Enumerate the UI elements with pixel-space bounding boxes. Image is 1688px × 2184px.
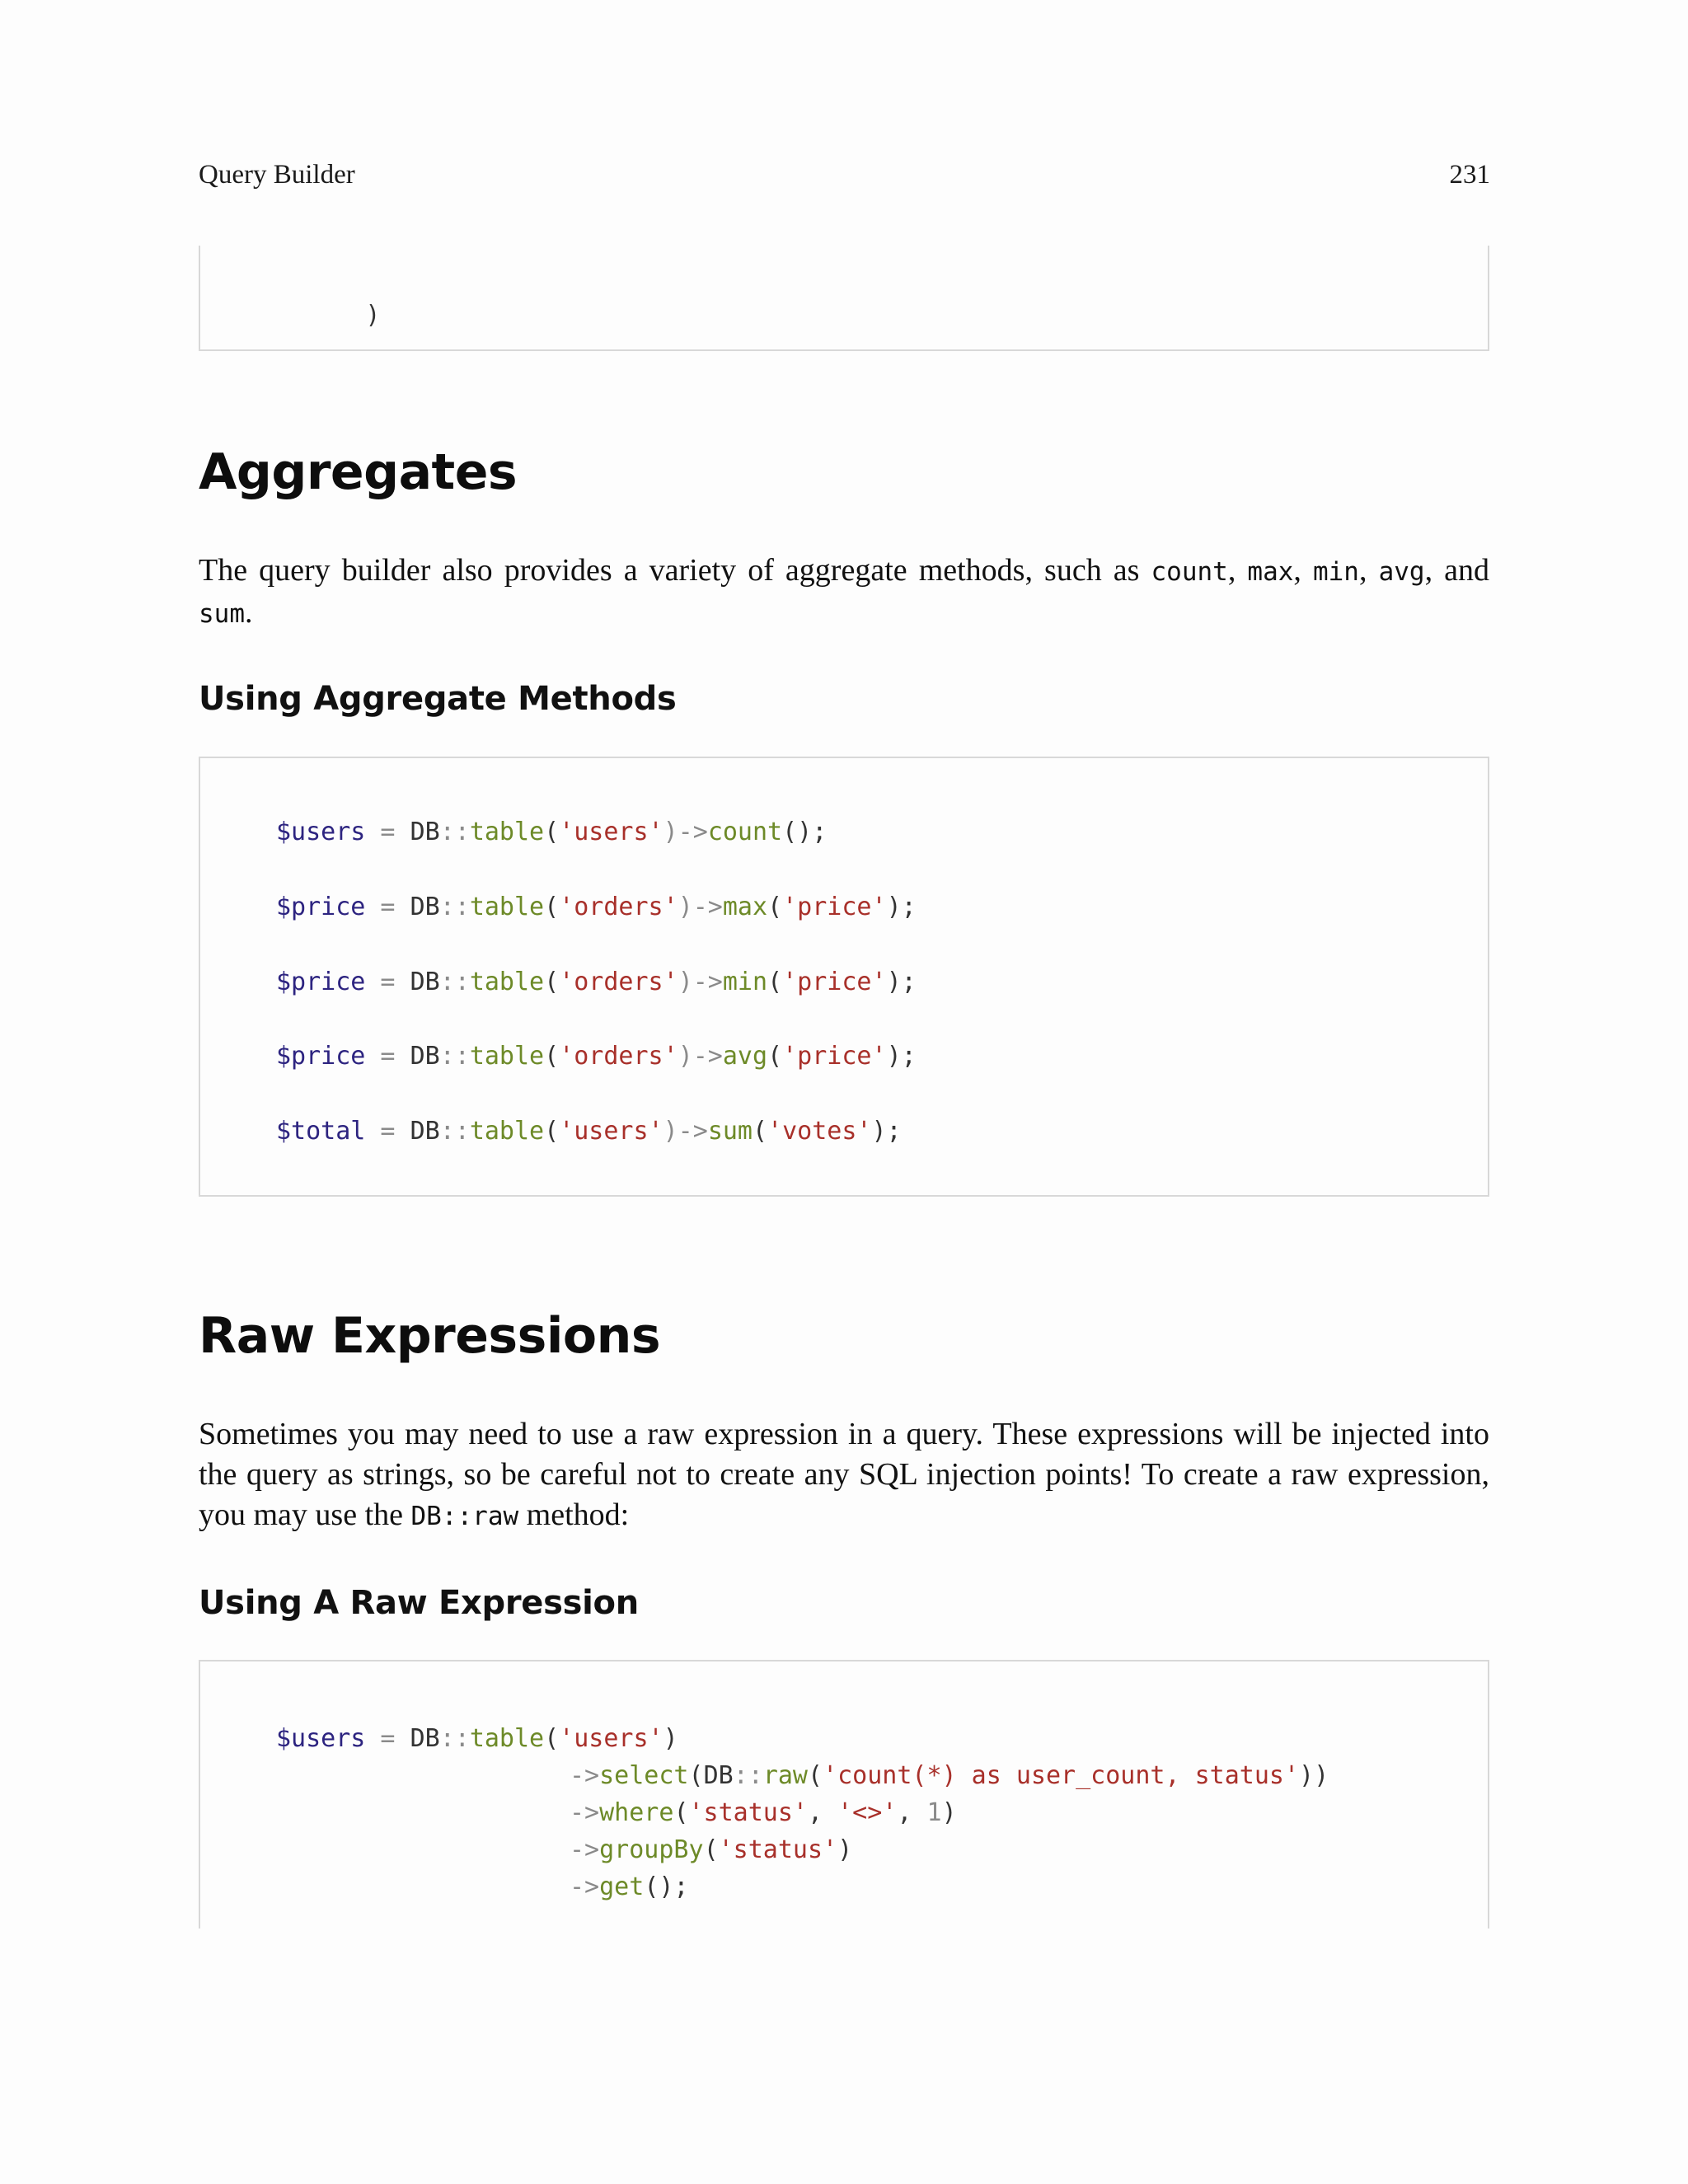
code-line: ->select(DB::raw('count(*) as user_count, status')) bbox=[570, 1761, 1329, 1790]
code-line: $total = DB::table('users')->sum('votes'); bbox=[276, 1117, 902, 1146]
inline-code-max: max bbox=[1247, 557, 1294, 587]
code-line: $users = DB::table('users') bbox=[276, 1724, 678, 1753]
raw-paragraph: Sometimes you may need to use a raw expression in a query. These expressions will be injected into the query as strings, so be careful not to create any SQL injection points! To create a raw expression, you may use the DB::raw method: bbox=[199, 1417, 1489, 1532]
inline-code-sum: sum bbox=[199, 599, 245, 629]
code-line: ->where('status', '<>', 1) bbox=[570, 1798, 957, 1827]
code-line: $price = DB::table('orders')->avg('price'); bbox=[276, 1042, 917, 1071]
inline-code-min: min bbox=[1312, 557, 1359, 587]
code-line: $price = DB::table('orders')->min('price'); bbox=[276, 968, 917, 996]
code-block-continuation bbox=[199, 246, 1489, 351]
heading-raw-expressions: Raw Expressions bbox=[199, 1307, 661, 1365]
code-block-aggregates bbox=[199, 757, 1489, 1197]
aggregates-paragraph: The query builder also provides a variety of aggregate methods, such as count, max, min, avg, and sum. bbox=[199, 553, 1490, 630]
code-block-raw bbox=[199, 1660, 1489, 1929]
subheading-raw-expression: Using A Raw Expression bbox=[199, 1584, 639, 1622]
inline-code-db-raw: DB::raw bbox=[410, 1502, 519, 1531]
inline-code-avg: avg bbox=[1378, 557, 1425, 587]
subheading-aggregate-methods: Using Aggregate Methods bbox=[199, 680, 677, 718]
code-line: $price = DB::table('orders')->max('price'); bbox=[276, 893, 917, 921]
page-number: 231 bbox=[1449, 160, 1490, 190]
code-line: ->get(); bbox=[570, 1872, 689, 1901]
code-line: ->groupBy('status') bbox=[570, 1835, 853, 1864]
heading-aggregates: Aggregates bbox=[199, 443, 518, 501]
running-title: Query Builder bbox=[199, 160, 355, 190]
code-line: ) bbox=[365, 301, 381, 330]
code-line: $users = DB::table('users')->count(); bbox=[276, 818, 828, 846]
inline-code-count: count bbox=[1151, 557, 1228, 587]
